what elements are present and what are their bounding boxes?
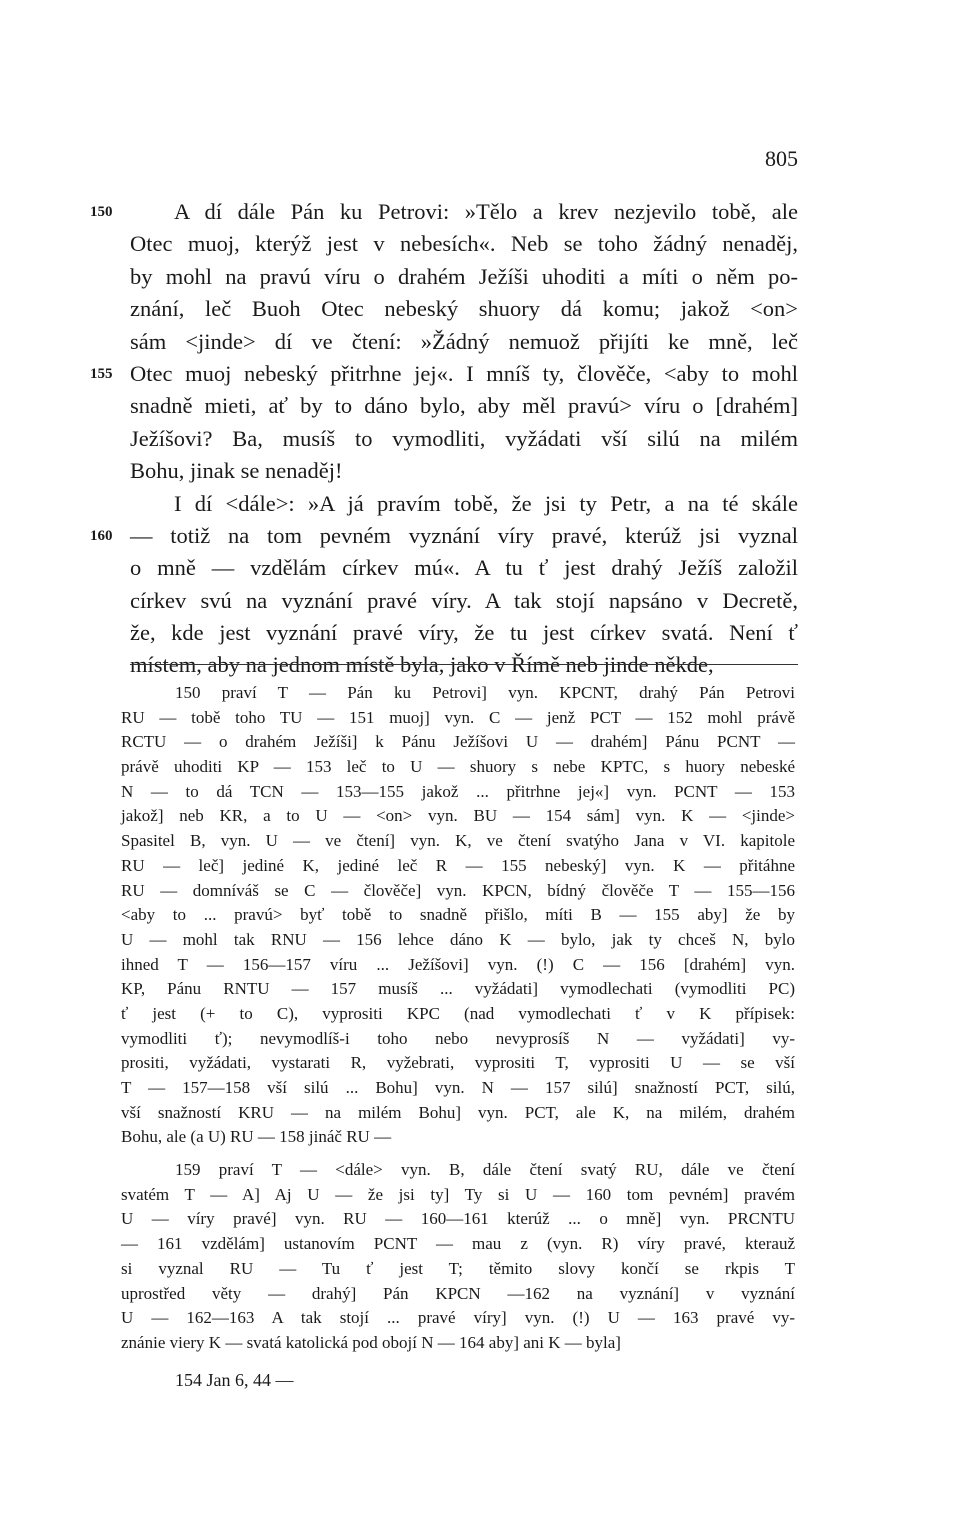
line-text: — totiž na tom pevném vyznání víry pravé, kterúž jsi vyznal [130,522,798,548]
line-text: církev svú na vyznání pravé víry. A tak stojí napsáno v Decretě, [130,587,798,613]
line-number: 150 [90,204,113,220]
apparatus-paragraph [121,681,795,1150]
line-number: 160 [90,527,113,544]
text-line [130,390,798,422]
apparatus-line: KP, Pánu RNTU — 157 musíš ... vyžádati] vymodlechati (vymodliti PC) [121,979,795,999]
apparatus-line: RU — tobě toho TU — 151 muoj] vyn. C — jenž PCT — 152 mohl právě [121,707,795,727]
text-line [130,455,798,487]
apparatus-line: T — 157—158 vší silú ... Bohu] vyn. N — 157 silú] snažností PCT, silú, [121,1078,795,1097]
apparatus-line: ť jest (+ to C), vyprositi KPC (nad vymodlechati ť v K přípisek: [121,1003,795,1023]
apparatus-line: právě uhoditi KP — 153 leč to U — shuory s nebe KPTC, s huory nebeské [121,757,795,777]
apparatus-line: RCTU — o drahém Ježíši] k Pánu Ježíšovi U — drahém] Pánu PCNT — [121,732,795,752]
text-line [130,261,798,293]
line-text: o mně — vzdělám církev mú«. A tu ť jest drahý Ježíš založil [130,555,798,581]
apparatus-line: RU — domníváš se C — člověče] vyn. KPCN, bídný člověče T — 155—156 [121,880,795,900]
text-line [130,649,798,681]
text-line [130,228,798,260]
apparatus-line: U — 162—163 A tak stojí ... pravé víry] vyn. (!) U — 163 pravé vy- [121,1308,795,1328]
apparatus-line: svatém T — A] Aj U — že jsi ty] Ty si U — 160 tom pevném] pravém [121,1184,795,1204]
main-text [90,196,798,682]
apparatus-line: U — víry pravé] vyn. RU — 160—161 kterúž ... o mně] vyn. PRCNTU [121,1209,795,1229]
text-line [130,617,798,649]
page-number: 805 [765,146,798,171]
line-text: sám <jinde> dí ve čtení: »Žádný nemuož přijíti ke mně, leč [130,328,798,354]
line-text: A dí dále Pán ku Petrovi: »Tělo a krev nezjevilo tobě, ale [174,199,798,224]
line-text: znání, leč Buoh Otec nebeský shuory dá komu; jakož <on> [130,296,798,322]
line-text: že, kde jest vyznání pravé víry, že tu jest církev svatá. Není ť [130,620,798,646]
apparatus-line: si vyznal RU — Tu ť jest T; těmito slovy končí se rkpis T [121,1258,795,1278]
text-line [130,552,798,584]
text-line [90,196,798,228]
text-line [130,293,798,325]
apparatus-paragraph [121,1158,795,1356]
apparatus-line: uprostřed věty — drahý] Pán KPCN —162 na vyznání] v vyznání [121,1283,795,1303]
apparatus-line: <aby to ... pravú> byť tobě to snadně přišlo, míti B — 155 aby] že by [121,905,795,925]
apparatus-line: ihned T — 156—157 víru ... Ježíšovi] vyn. (!) C — 156 [drahém] vyn. [121,954,795,974]
apparatus-line: prositi, vyžádati, vystarati R, vyžebrati, vyprositi T, vyprositi U — se vší [121,1053,795,1073]
line-number: 155 [90,365,113,382]
line-text: Bohu, jinak se nenaděj! [130,458,343,484]
apparatus-line: Bohu, ale (a U) RU — 158 jináč RU — [121,1127,392,1147]
line-text: Otec muoj, kterýž jest v nebesích«. Neb se toho žádný nenaděj, [130,231,798,257]
critical-apparatus [121,681,795,1356]
text-line [90,358,798,390]
apparatus-line: — 161 vzdělám] ustanovím PCNT — mau z (vyn. R) víry pravé, kterauž [121,1234,795,1254]
apparatus-line: N — to dá TCN — 153—155 jakož ... přitrhne jej«] vyn. PCNT — 153 [121,781,795,801]
line-text: snadně mieti, ať by to dáno bylo, aby měl pravú> víru o [drahém] [130,393,798,419]
apparatus-line: RU — leč] jediné K, jediné leč R — 155 nebeský] vyn. K — přitáhne [121,855,795,875]
footnote-separator [130,664,798,665]
text-line [130,423,798,455]
apparatus-line: jakož] neb KR, a to U — <on> vyn. BU — 154 sám] vyn. K — <jinde> [121,806,795,826]
text-line [130,585,798,617]
apparatus-line: Spasitel B, vyn. U — ve čtení] vyn. K, ve čtení svatýho Jana v VI. kapitole [121,831,795,851]
line-text: Ježíšovi? Ba, musíš to vymodliti, vyžádati vší silú na milém [130,425,798,451]
apparatus-line: U — mohl tak RNU — 156 lehce dáno K — bylo, jak ty chceš N, bylo [121,929,795,949]
line-text: by mohl na pravú víru o drahém Ježíši uhoditi a míti o něm po- [130,263,798,289]
text-line [130,488,798,520]
text-line [90,520,798,552]
source-reference: 154 Jan 6, 44 — [175,1370,294,1390]
text-line [130,326,798,358]
apparatus-line: vymodliti ť); nevymodlíš-i toho nebo nevyprosíš N — vyžádati] vy- [121,1028,795,1048]
apparatus-line: vší snažností KRU — na milém Bohu] vyn. PCT, ale K, na milém, drahém [121,1102,795,1122]
line-text: Otec muoj nebeský přitrhne jej«. I mníš ty, člověče, <aby to mohl [130,360,798,386]
apparatus-line: 150 praví T — Pán ku Petrovi] vyn. KPCNT, drahý Pán Petrovi [175,683,795,702]
line-text: místem, aby na jednom místě byla, jako v Římě neb jinde někde, [130,652,714,678]
line-text: I dí <dále>: »A já pravím tobě, že jsi ty Petr, a na té skále [174,490,798,516]
apparatus-line: znánie viery K — svatá katolická pod obojí N — 164 aby] ani K — byla] [121,1332,621,1352]
apparatus-line: 159 praví T — <dále> vyn. B, dále čtení svatý RU, dále ve čtení [175,1160,795,1180]
